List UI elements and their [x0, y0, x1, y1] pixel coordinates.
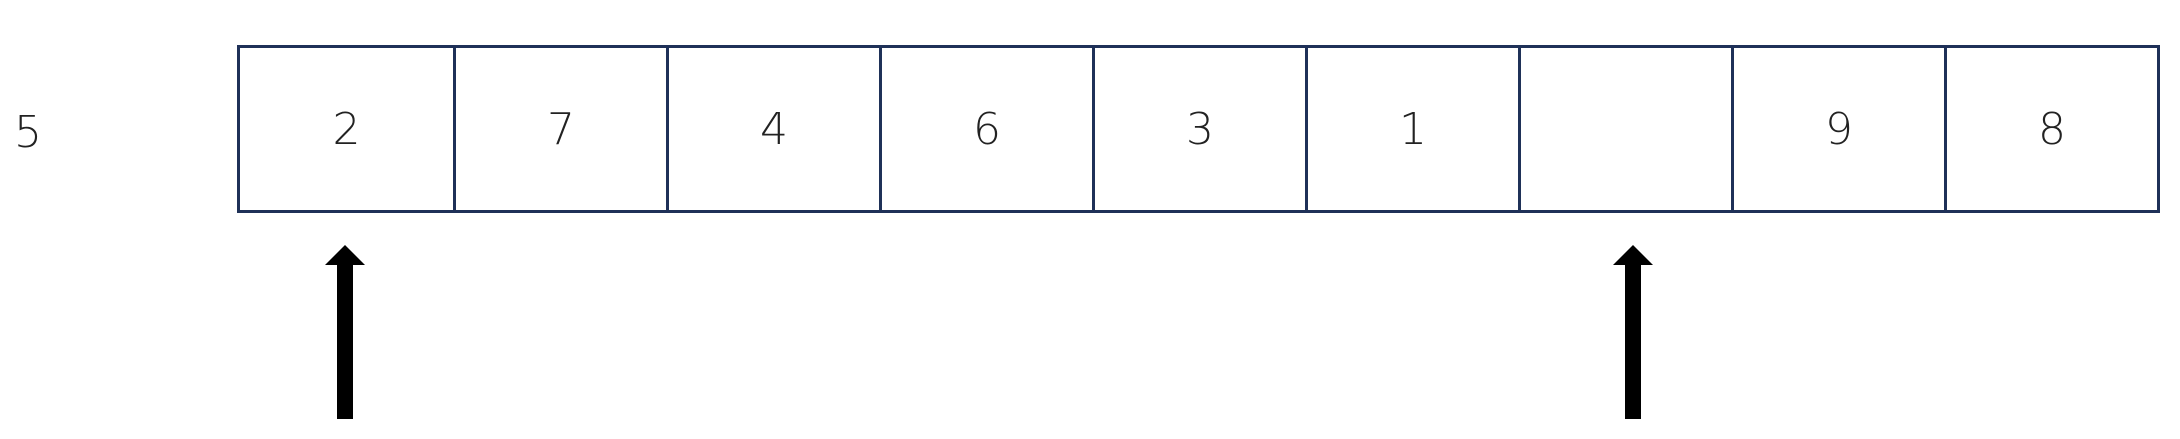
array-cell-2: 4	[666, 48, 879, 210]
array-row	[237, 45, 2160, 213]
array-cell-7: 9	[1731, 48, 1944, 210]
array-cell-5: 1	[1305, 48, 1518, 210]
array-cell-1: 7	[453, 48, 666, 210]
array-cell-3: 6	[879, 48, 1092, 210]
array-cell-4: 3	[1092, 48, 1305, 210]
pivot-value: 5	[14, 107, 42, 158]
array-cell-0: 2	[332, 103, 361, 155]
array-cell-6-empty	[1518, 48, 1731, 210]
left-pointer-arrow-icon	[325, 245, 365, 419]
right-pointer-arrow-icon	[1613, 245, 1653, 419]
array-cell-8: 8	[1944, 48, 2157, 210]
